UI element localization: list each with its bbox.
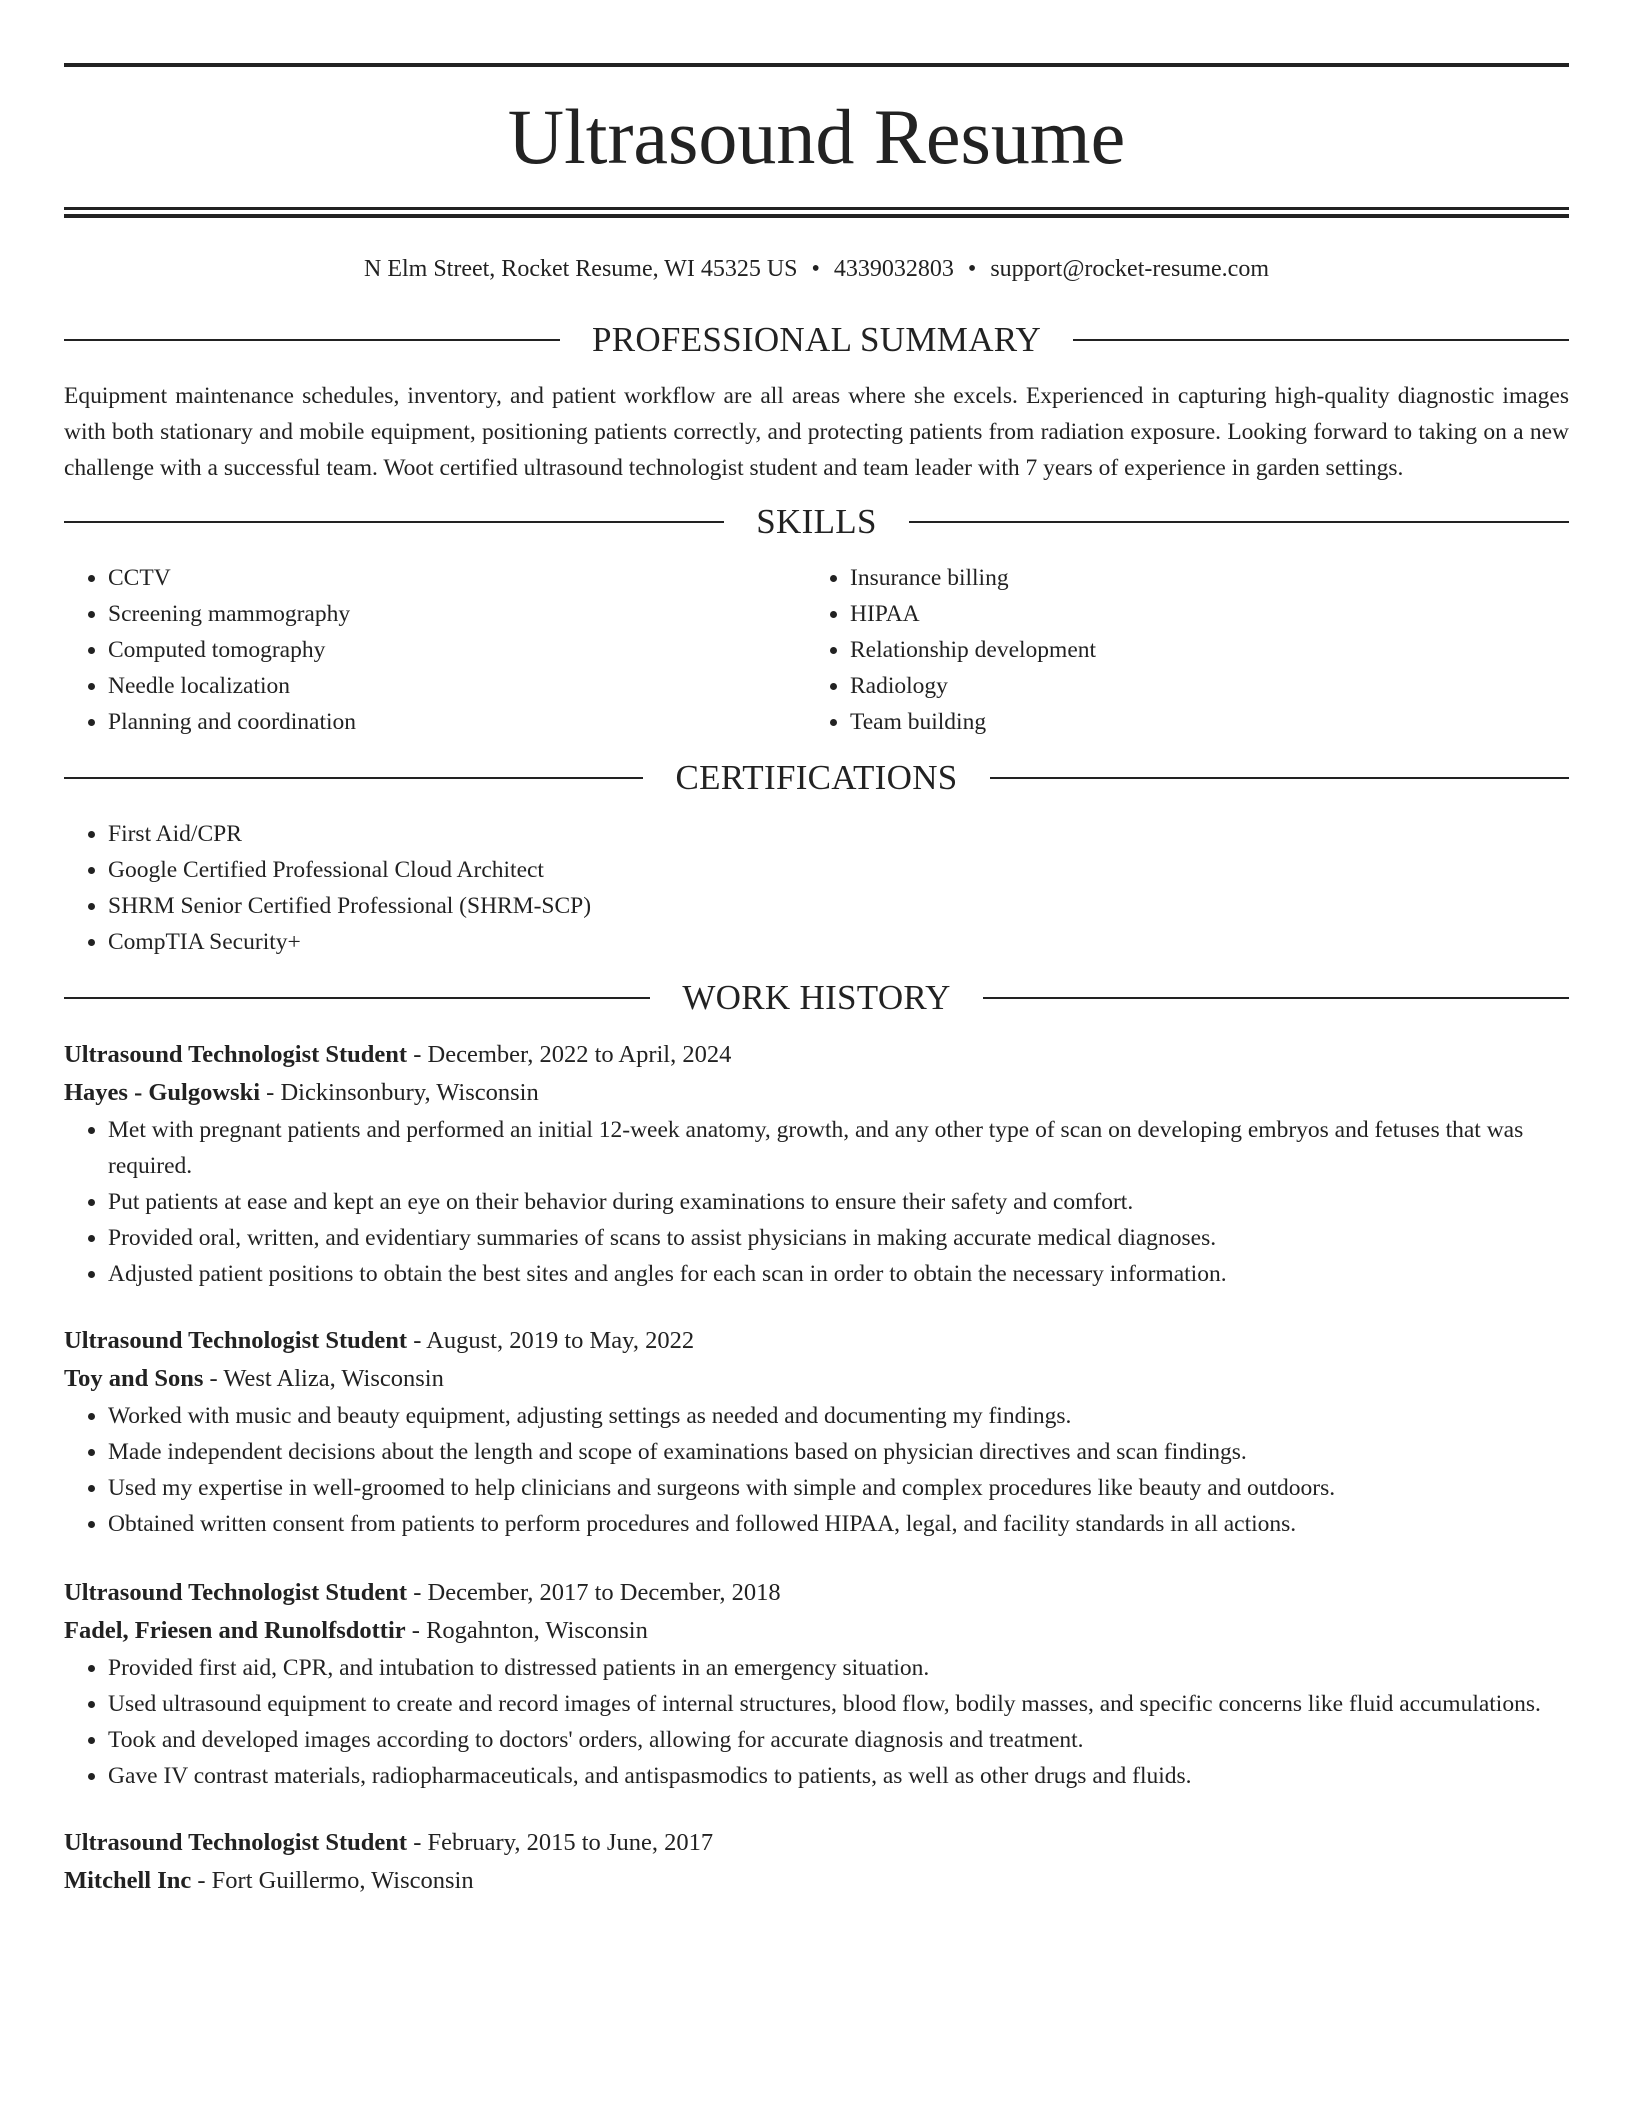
contact-email: support@rocket-resume.com [990,256,1269,282]
contact-line [64,254,1569,284]
contact-phone: 4339032803 [833,256,954,282]
job-entry [64,1036,1569,1292]
work-history-section-heading [64,978,1569,1018]
job-title: Ultrasound Technologist Student [64,1041,408,1068]
job-bullet: • Worked with music and beauty equipment, adjusting settings as needed and documenting my findings. [108,1398,1569,1434]
job-bullet: • Obtained written consent from patients to perform procedures and followed HIPAA, legal, and facility standards in all actions. [108,1506,1569,1542]
job-title: Ultrasound Technologist Student [64,1327,408,1354]
job-bullet: • Made independent decisions about the length and scope of examinations based on physician directives and scan findings. [108,1434,1569,1470]
heading-rule-left [64,339,560,341]
certifications-list [64,816,1569,960]
job-company-line [64,1360,1569,1398]
certification-item: • Google Certified Professional Cloud Architect [108,852,1569,888]
job-title-line [64,1036,1569,1074]
job-dates: - December, 2017 to December, 2018 [407,1579,781,1606]
skill-item: • HIPAA [850,596,1548,632]
skill-item: • Computed tomography [108,632,806,668]
job-bullets [64,1112,1569,1292]
summary-text: Equipment maintenance schedules, inventory, and patient workflow are all areas where she excels. Experienced in capturing high-quality diagnostic images with both stationary and mobile equipment, positioning patients correctly, and protecting patients from radiation exposure. Looking forward to taking on a new challenge with a successful team. Woot certified ultrasound technologist student and team leader with 7 years of experience in garden settings. [64,383,1569,481]
job-title-line [64,1322,1569,1360]
job-location: - Dickinsonbury, Wisconsin [260,1079,539,1106]
job-bullets [64,1398,1569,1542]
skills-list-left [64,560,806,740]
heading-rule-left [64,997,650,999]
heading-rule-right [990,777,1569,779]
job-company-line [64,1074,1569,1112]
job-bullet: • Provided first aid, CPR, and intubation to distressed patients in an emergency situation. [108,1650,1569,1686]
heading-rule-right [909,521,1569,523]
skills-heading-label: SKILLS [756,502,877,541]
title-double-rule [64,207,1569,218]
heading-rule-right [1073,339,1569,341]
heading-rule-right [983,997,1569,999]
job-bullet: • Used my expertise in well-groomed to help clinicians and surgeons with simple and complex procedures like beauty and outdoors. [108,1470,1569,1506]
job-dates: - August, 2019 to May, 2022 [407,1327,695,1354]
job-company-line [64,1612,1569,1650]
resume-title: Ultrasound Resume [507,93,1126,180]
job-bullet: • Met with pregnant patients and performed an initial 12-week anatomy, growth, and any other type of scan on developing embryos and fetuses that was required. [108,1112,1569,1184]
skill-item: • CCTV [108,560,806,596]
job-bullet: • Adjusted patient positions to obtain the best sites and angles for each scan in order to obtain the necessary information. [108,1256,1569,1292]
skill-item: • Radiology [850,668,1548,704]
job-company: Mitchell Inc [64,1867,192,1894]
heading-rule-left [64,777,643,779]
summary-section-heading [64,320,1569,360]
job-bullet: • Provided oral, written, and evidentiary summaries of scans to assist physicians in making accurate medical diagnoses. [108,1220,1569,1256]
contact-separator: • [811,256,820,282]
skill-item: • Needle localization [108,668,806,704]
skills-grid [64,560,1569,740]
job-company-line [64,1862,1569,1900]
work-history-heading-label: WORK HISTORY [682,978,951,1017]
certification-item: • SHRM Senior Certified Professional (SHRM-SCP) [108,888,1569,924]
skill-item: • Relationship development [850,632,1548,668]
job-title: Ultrasound Technologist Student [64,1579,408,1606]
skill-item: • Team building [850,704,1548,740]
certifications-heading-label: CERTIFICATIONS [675,758,958,797]
certification-item: • First Aid/CPR [108,816,1569,852]
job-title: Ultrasound Technologist Student [64,1829,408,1856]
resume-page [64,63,1569,1900]
skill-item: • Planning and coordination [108,704,806,740]
summary-heading-label: PROFESSIONAL SUMMARY [591,320,1042,359]
skill-item: • Screening mammography [108,596,806,632]
job-dates: - December, 2022 to April, 2024 [407,1041,732,1068]
job-entry [64,1574,1569,1794]
job-location: - West Aliza, Wisconsin [203,1365,444,1392]
job-bullet: • Used ultrasound equipment to create and record images of internal structures, blood flow, bodily masses, and specific concerns like fluid accumulations. [108,1686,1569,1722]
job-company: Hayes - Gulgowski [64,1079,261,1106]
job-dates: - February, 2015 to June, 2017 [407,1829,714,1856]
job-bullet: • Gave IV contrast materials, radiopharmaceuticals, and antispasmodics to patients, as well as other drugs and fluids. [108,1758,1569,1794]
job-company: Fadel, Friesen and Runolfsdottir [64,1617,406,1644]
contact-separator: • [967,256,977,282]
heading-rule-left [64,521,724,523]
job-title-line [64,1574,1569,1612]
job-entry [64,1322,1569,1542]
job-entry [64,1824,1569,1900]
skills-section-heading [64,502,1569,542]
certification-item: • CompTIA Security+ [108,924,1569,960]
job-location: - Rogahnton, Wisconsin [405,1617,648,1644]
job-bullets [64,1650,1569,1794]
skills-list-right [806,560,1548,740]
certifications-section-heading [64,758,1569,798]
skill-item: • Insurance billing [850,560,1548,596]
job-title-line [64,1824,1569,1862]
job-bullet: • Took and developed images according to doctors' orders, allowing for accurate diagnosis and treatment. [108,1722,1569,1758]
job-location: - Fort Guillermo, Wisconsin [191,1867,474,1894]
job-bullet: • Put patients at ease and kept an eye on their behavior during examinations to ensure their safety and comfort. [108,1184,1569,1220]
job-company: Toy and Sons [64,1365,204,1392]
contact-address: N Elm Street, Rocket Resume, WI 45325 US [364,256,798,282]
